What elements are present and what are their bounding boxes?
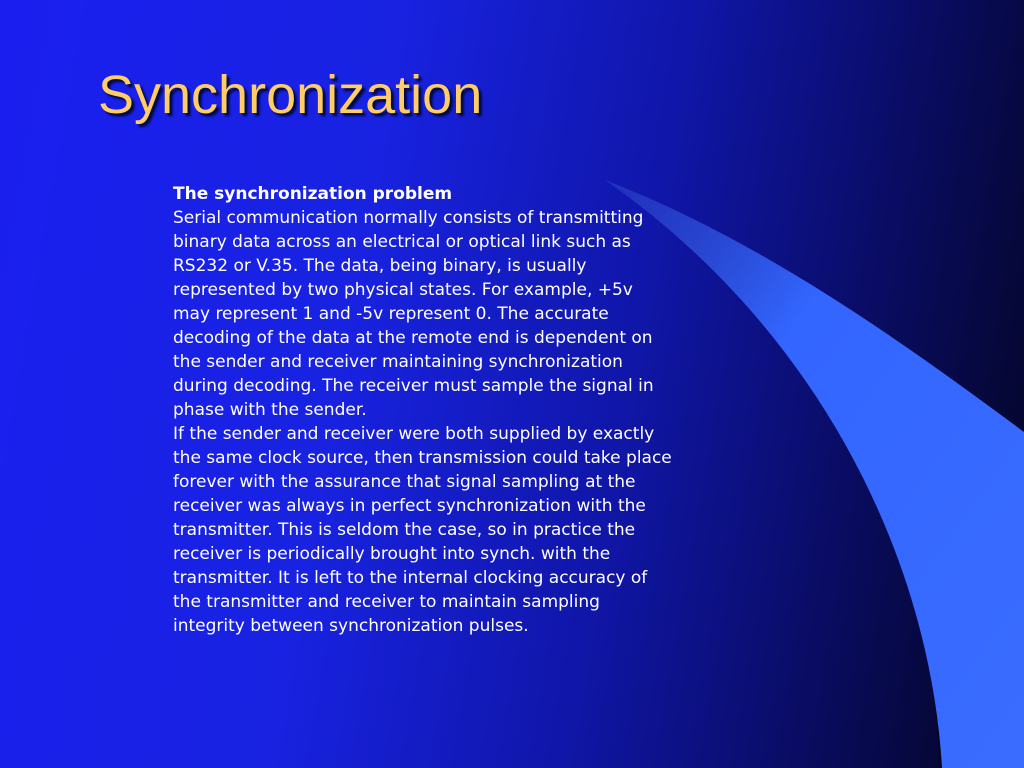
slide-body <box>173 182 673 638</box>
paragraph-1: Serial communication normally consists of transmitting binary data across an electrical or optical link such as RS232 or V.35. The data, being binary, is usually represented by two physical states. For example, +5v may represent 1 and -5v represent 0. The accurate decoding of the data at the remote end is dependent on the sender and receiver maintaining synchronization during decoding. The receiver must sample the signal in phase with the sender. <box>173 208 654 420</box>
slide-title: Synchronization <box>98 65 483 125</box>
paragraph-2: If the sender and receiver were both supplied by exactly the same clock source, then transmission could take place forever with the assurance that signal sampling at the receiver was always in perfect synchronization with the transmitter. This is seldom the case, so in practice the receiver is periodically brought into synch. with the transmitter. It is left to the internal clocking accuracy of the transmitter and receiver to maintain sampling integrity between synchronization pulses. <box>173 424 672 636</box>
section-heading: The synchronization problem <box>173 184 453 204</box>
